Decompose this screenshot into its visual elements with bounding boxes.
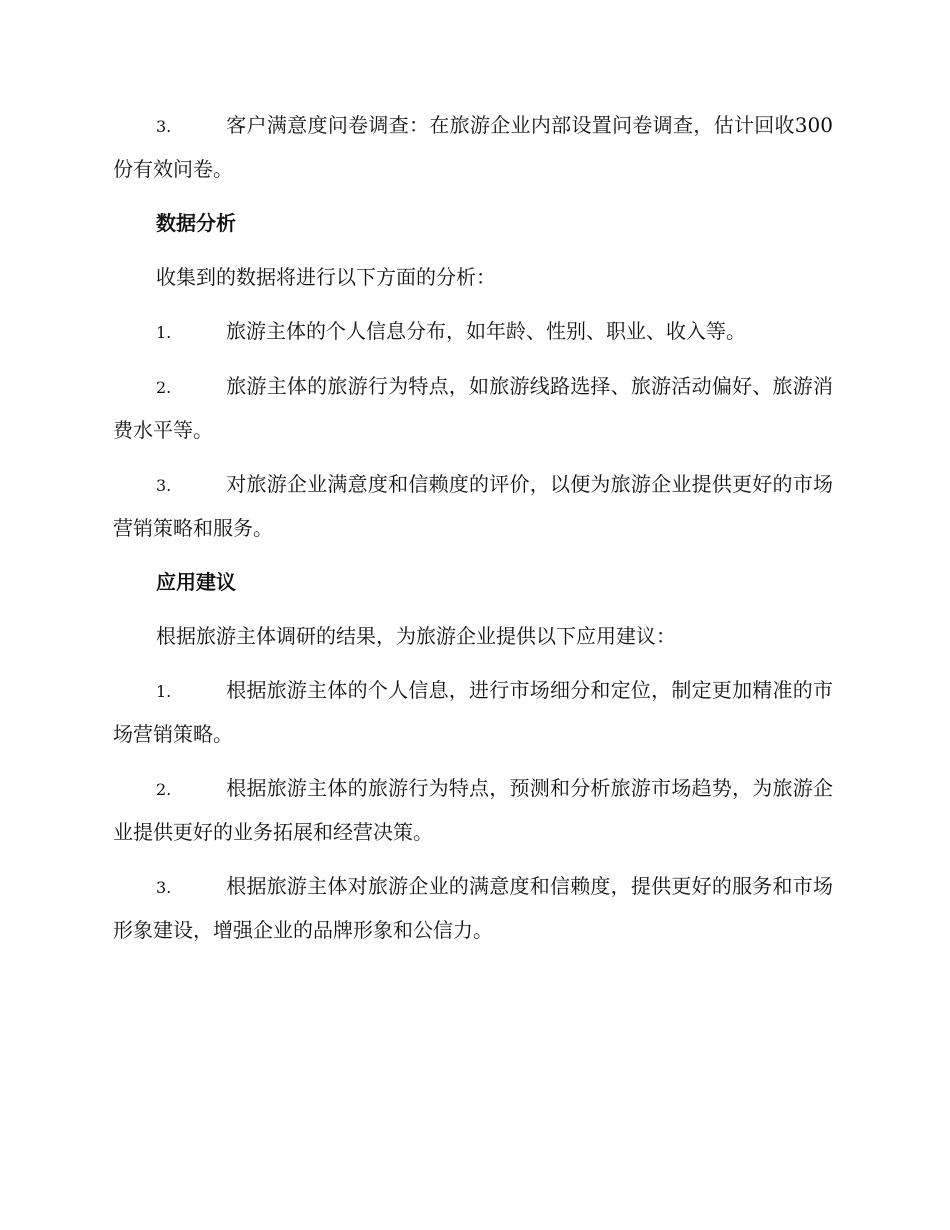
list-item-text: 客户满意度问卷调查：在旅游企业内部设置问卷调查，估计回收300份有效问卷。 xyxy=(113,113,833,181)
list-number: 1. xyxy=(156,323,172,342)
list-item-text: 旅游主体的旅游行为特点，如旅游线路选择、旅游活动偏好、旅游消费水平等。 xyxy=(113,374,833,442)
section-heading-recommendations: 应用建议 xyxy=(156,570,236,594)
paragraph-analysis-intro: 收集到的数据将进行以下方面的分析： xyxy=(156,265,496,289)
list-item-text: 根据旅游主体对旅游企业的满意度和信赖度，提供更好的服务和市场形象建设，增强企业的品牌形象和公信力。 xyxy=(113,874,833,942)
list-number: 2. xyxy=(156,378,172,397)
list-number: 3. xyxy=(156,476,172,495)
paragraph-recommendations-intro: 根据旅游主体调研的结果，为旅游企业提供以下应用建议： xyxy=(156,624,676,648)
list-item-text: 旅游主体的个人信息分布，如年龄、性别、职业、收入等。 xyxy=(226,319,746,343)
list-item-text: 根据旅游主体的个人信息，进行市场细分和定位，制定更加精准的市场营销策略。 xyxy=(113,678,833,746)
list-item-recommendation-1 xyxy=(113,669,833,756)
list-item-analysis-2 xyxy=(113,365,833,452)
list-item-analysis-3 xyxy=(113,463,833,550)
list-item-text: 对旅游企业满意度和信赖度的评价，以便为旅游企业提供更好的市场营销策略和服务。 xyxy=(113,472,833,540)
list-item-text: 根据旅游主体的旅游行为特点，预测和分析旅游市场趋势，为旅游企业提供更好的业务拓展和经营决策。 xyxy=(113,776,833,844)
list-number: 2. xyxy=(156,780,172,799)
section-heading-data-analysis: 数据分析 xyxy=(156,211,236,235)
document-page xyxy=(113,104,833,963)
list-item-survey xyxy=(113,104,833,191)
list-number: 3. xyxy=(156,878,172,897)
list-number: 1. xyxy=(156,682,172,701)
list-item-analysis-1 xyxy=(113,310,833,354)
list-item-recommendation-3 xyxy=(113,865,833,952)
list-item-recommendation-2 xyxy=(113,767,833,854)
list-number: 3. xyxy=(156,117,172,136)
